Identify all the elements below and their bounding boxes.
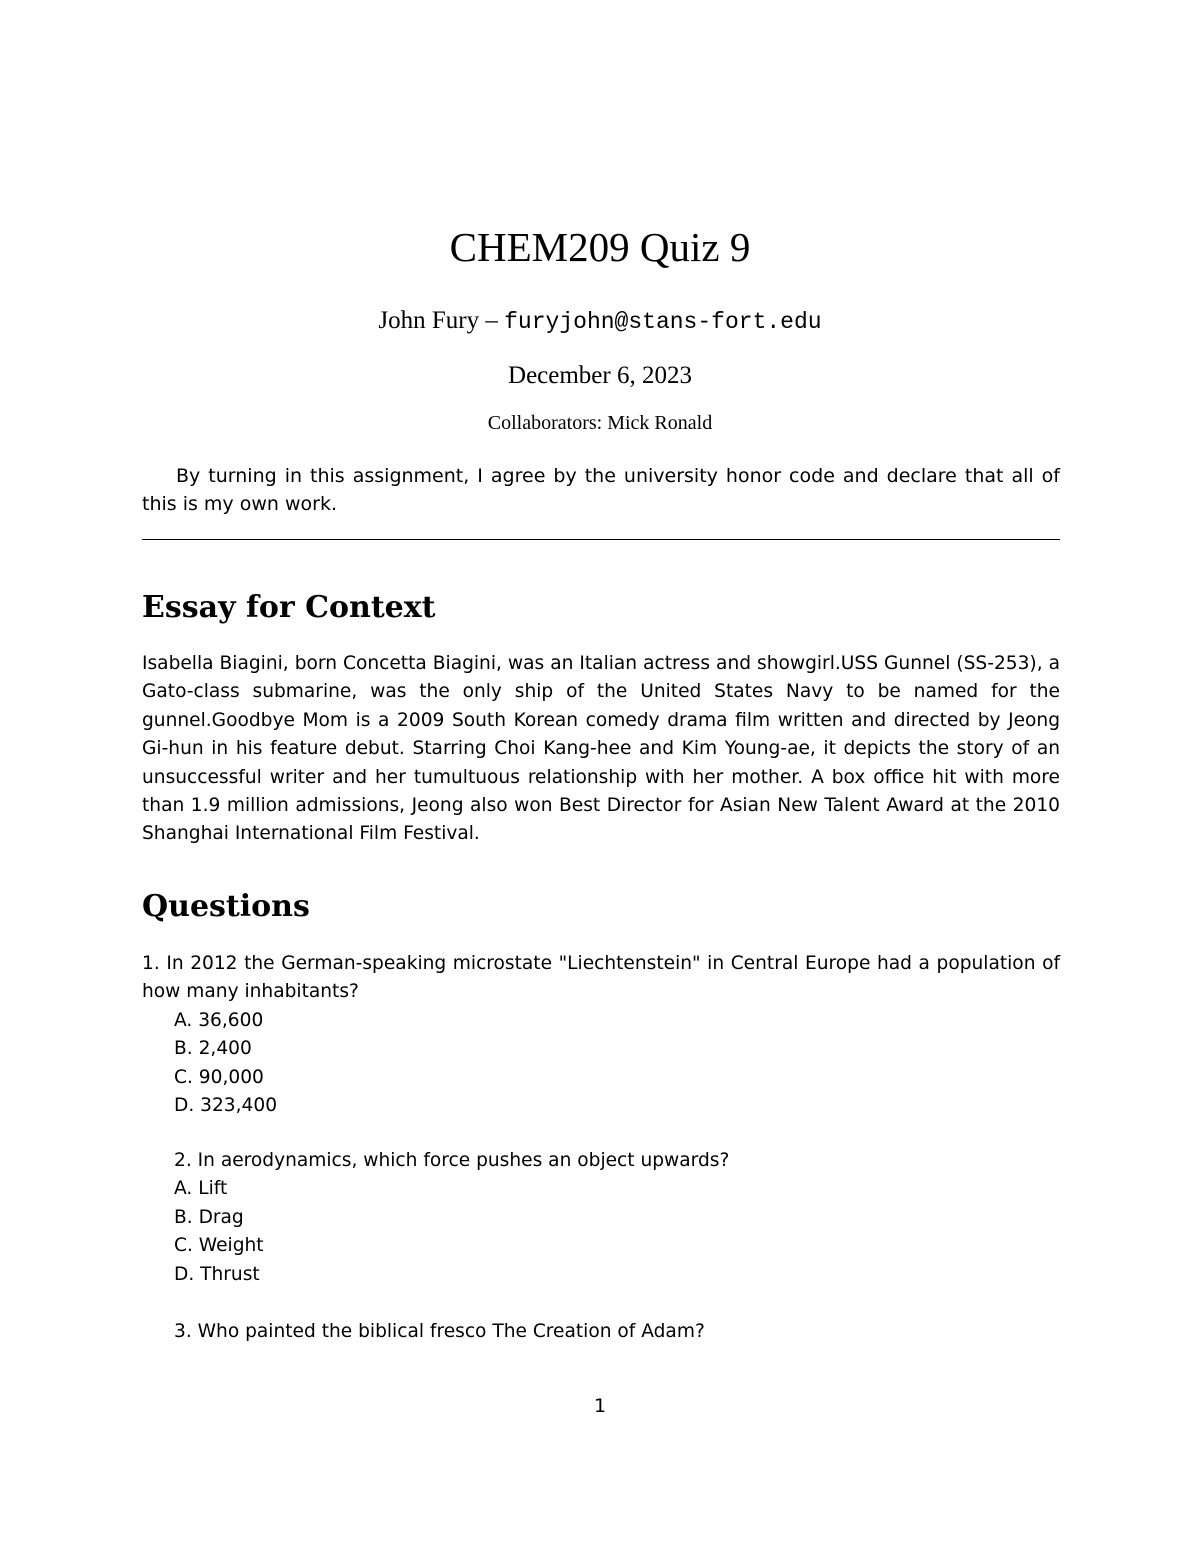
answer-option: B. Drag	[174, 1206, 244, 1228]
answer-option: A. Lift	[174, 1178, 228, 1200]
author-email: furyjohn@stans-fort.edu	[504, 309, 822, 335]
answer-option: D. 323,400	[174, 1095, 278, 1117]
essay-paragraph: Isabella Biagini, born Concetta Biagini, was an Italian actress and showgirl.USS Gunnel (SS-253), a Gato-class submarine, was the only ship of the United States Navy to be named for the gunnel.Goodbye Mom is a 2009 South Korean comedy drama film written and directed by Jeong Gi-hun in his feature debut. Starring Choi Kang-hee and Kim Young-ae, it depicts the story of an unsuccessful writer and her tumultuous relationship with her mother. A box office hit with more than 1.9 million admissions, Jeong also won Best Director for Asian New Talent Award at the 2010 Shanghai International Film Festival.	[142, 653, 1060, 845]
author-line	[0, 304, 1200, 339]
collaborators-line: Collaborators: Mick Ronald	[487, 412, 713, 434]
answer-option: C. 90,000	[174, 1066, 264, 1088]
essay-heading: Essay for Context	[142, 590, 436, 625]
answer-option: C. Weight	[174, 1235, 264, 1257]
question-text: 3. Who painted the biblical fresco The Creation of Adam?	[174, 1321, 705, 1342]
horizontal-rule	[142, 539, 1060, 540]
page-number: 1	[593, 1395, 607, 1417]
document-date: December 6, 2023	[508, 362, 692, 389]
document-title: CHEM209 Quiz 9	[449, 224, 751, 270]
answer-options	[142, 1007, 1060, 1121]
question-text: 2. In aerodynamics, which force pushes an object upwards?	[174, 1150, 730, 1171]
honor-statement: By turning in this assignment, I agree by the university honor code and declare that all of this is my own work.	[142, 465, 1060, 516]
question-2	[142, 1147, 1060, 1289]
answer-options	[142, 1175, 1060, 1289]
questions-heading: Questions	[142, 889, 310, 924]
question-text: 1. In 2012 the German-speaking microstate "Liechtenstein" in Central Europe had a population of how many inhabitants?	[142, 953, 1060, 1003]
author-name: John Fury –	[378, 307, 505, 334]
answer-option: B. 2,400	[174, 1038, 252, 1060]
question-1	[142, 950, 1060, 1120]
answer-option: A. 36,600	[174, 1009, 264, 1031]
question-3	[142, 1318, 1060, 1346]
answer-option: D. Thrust	[174, 1263, 260, 1285]
